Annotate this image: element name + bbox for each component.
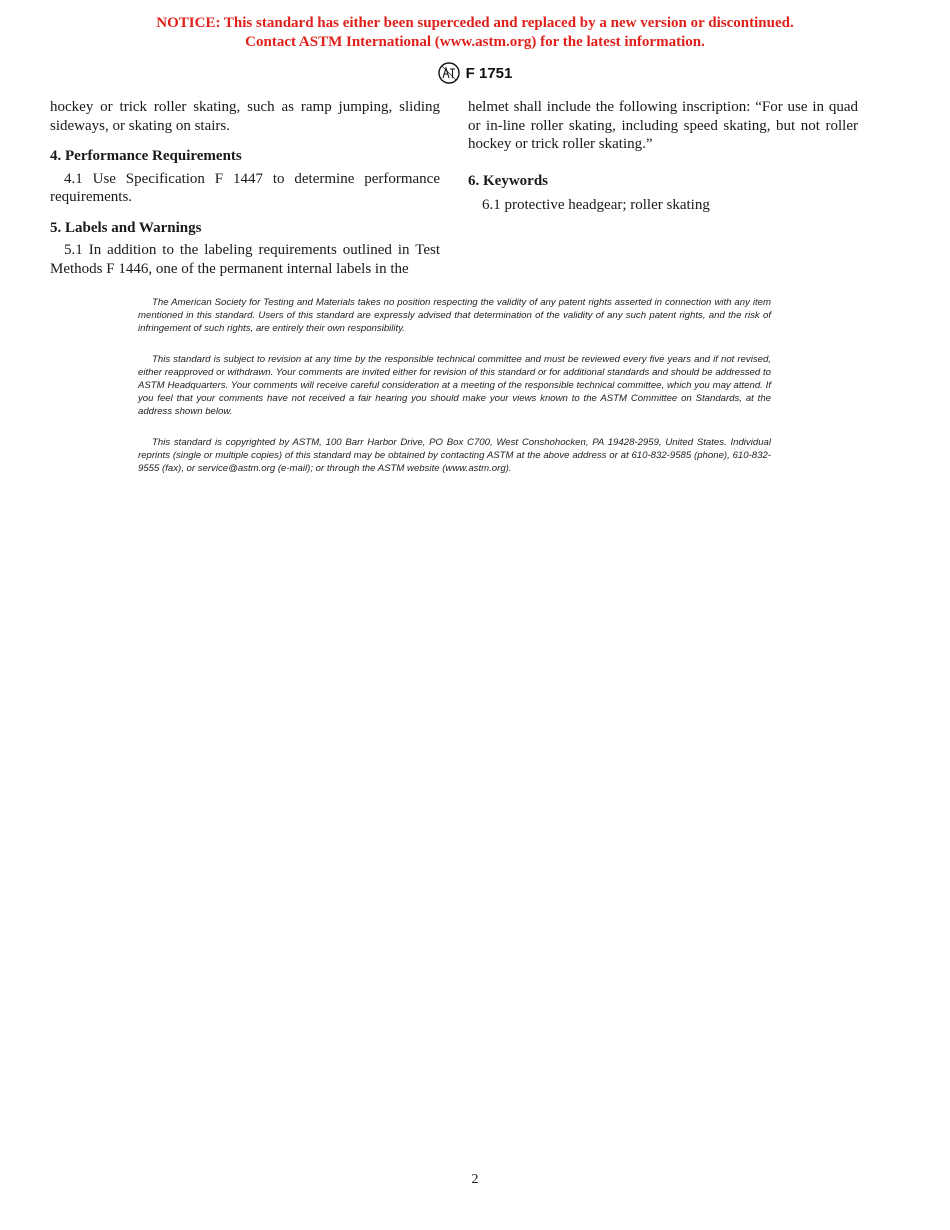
notice-line-1: NOTICE: This standard has either been superceded and replaced by a new version or discontinued. [156,15,794,31]
paragraph-continued: hockey or trick roller skating, such as ramp jumping, sliding sideways, or skating on stairs. [50,99,440,134]
paragraph-4-1: 4.1 Use Specification F 1447 to determine performance requirements. [50,170,440,205]
section-heading-5: 5. Labels and Warnings [50,219,202,236]
copyright-note: This standard is copyrighted by ASTM, 100 Barr Harbor Drive, PO Box C700, West Conshohocken, PA 19428-2959, United States. Individual reprints (single or multiple copies) of this standard may be obtained by contacting ASTM at the above address or at 610-832-9585 (phone), 610-832-9555 (fax), or service@astm.org (e-mail); or through the ASTM website (www.astm.org). [138,436,771,475]
footer-notes [138,296,771,492]
left-column [50,98,440,278]
designation: F 1751 [465,64,513,82]
paragraph-5-1-continued: helmet shall include the following inscription: “For use in quad or in-line roller skating, including speed skating, but not roller hockey or trick roller skating.” [468,99,858,152]
document-header [0,62,950,84]
patent-note: The American Society for Testing and Materials takes no position respecting the validity of any patent rights asserted in connection with any item mentioned in this standard. Users of this standard are expressly advised that determination of the validity of any such patent rights, and the risk of infringement of such rights, are entirely their own responsibility. [138,297,771,335]
revision-note: This standard is subject to revision at any time by the responsible technical committee and must be reviewed every five years and if not revised, either reapproved or withdrawn. Your comments are invited either for revision of this standard or for additional standards and should be addressed to ASTM Headquarters. Your comments will receive careful consideration at a meeting of the responsible technical committee, which you may attend. If you feel that your comments have not received a fair hearing you should make your views known to the ASTM Committee on Standards, at the address shown below. [138,353,771,418]
section-heading-4: 4. Performance Requirements [50,148,242,164]
paragraph-5-1: 5.1 In addition to the labeling requirements outlined in Test Methods F 1446, one of the permanent internal labels in the [50,242,440,277]
page-number: 2 [471,1172,479,1187]
paragraph-6-1: 6.1 protective headgear; roller skating [482,197,710,213]
notice-line-2: Contact ASTM International (www.astm.org) for the latest information. [245,34,705,50]
notice-banner [0,14,950,52]
section-heading-6: 6. Keywords [468,172,548,189]
right-column [468,98,858,215]
astm-logo-icon [438,62,460,84]
